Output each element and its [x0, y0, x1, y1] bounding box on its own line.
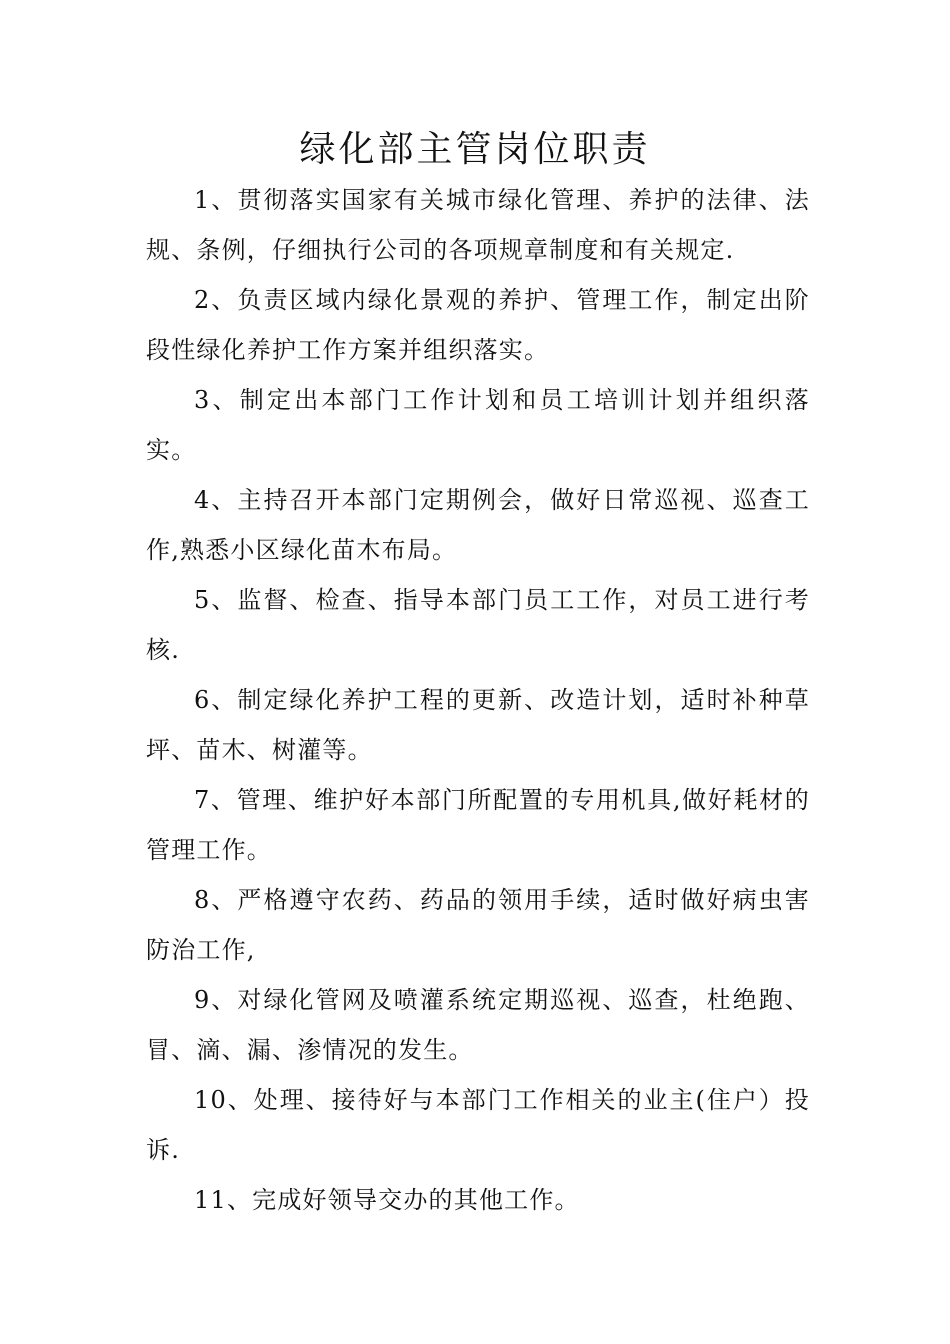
duty-item-2: 2、负责区域内绿化景观的养护、管理工作，制定出阶段性绿化养护工作方案并组织落实。: [146, 286, 810, 364]
duty-list: [146, 175, 810, 1225]
duty-item-11: 11、完成好领导交办的其他工作。: [194, 1186, 580, 1214]
duty-item-1: 1、贯彻落实国家有关城市绿化管理、养护的法律、法规、条例，仔细执行公司的各项规章制度和有关规定.: [146, 186, 810, 264]
duty-item-8: 8、严格遵守农药、药品的领用手续，适时做好病虫害防治工作,: [146, 886, 810, 964]
document-title: 绿化部主管岗位职责: [299, 129, 651, 170]
duty-item-3: 3、制定出本部门工作计划和员工培训计划并组织落实。: [146, 386, 810, 464]
duty-item-4: 4、主持召开本部门定期例会，做好日常巡视、巡查工作,熟悉小区绿化苗木布局。: [146, 486, 810, 564]
duty-item-5: 5、监督、检查、指导本部门员工工作，对员工进行考核.: [146, 586, 810, 664]
duty-item-9: 9、对绿化管网及喷灌系统定期巡视、巡查，杜绝跑、冒、滴、漏、渗情况的发生。: [146, 986, 810, 1064]
duty-item-10: 10、处理、接待好与本部门工作相关的业主(住户）投诉.: [146, 1086, 810, 1164]
duty-item-6: 6、制定绿化养护工程的更新、改造计划，适时补种草坪、苗木、树灌等。: [146, 686, 810, 764]
duty-item-7: 7、管理、维护好本部门所配置的专用机具,做好耗材的管理工作。: [146, 786, 810, 864]
